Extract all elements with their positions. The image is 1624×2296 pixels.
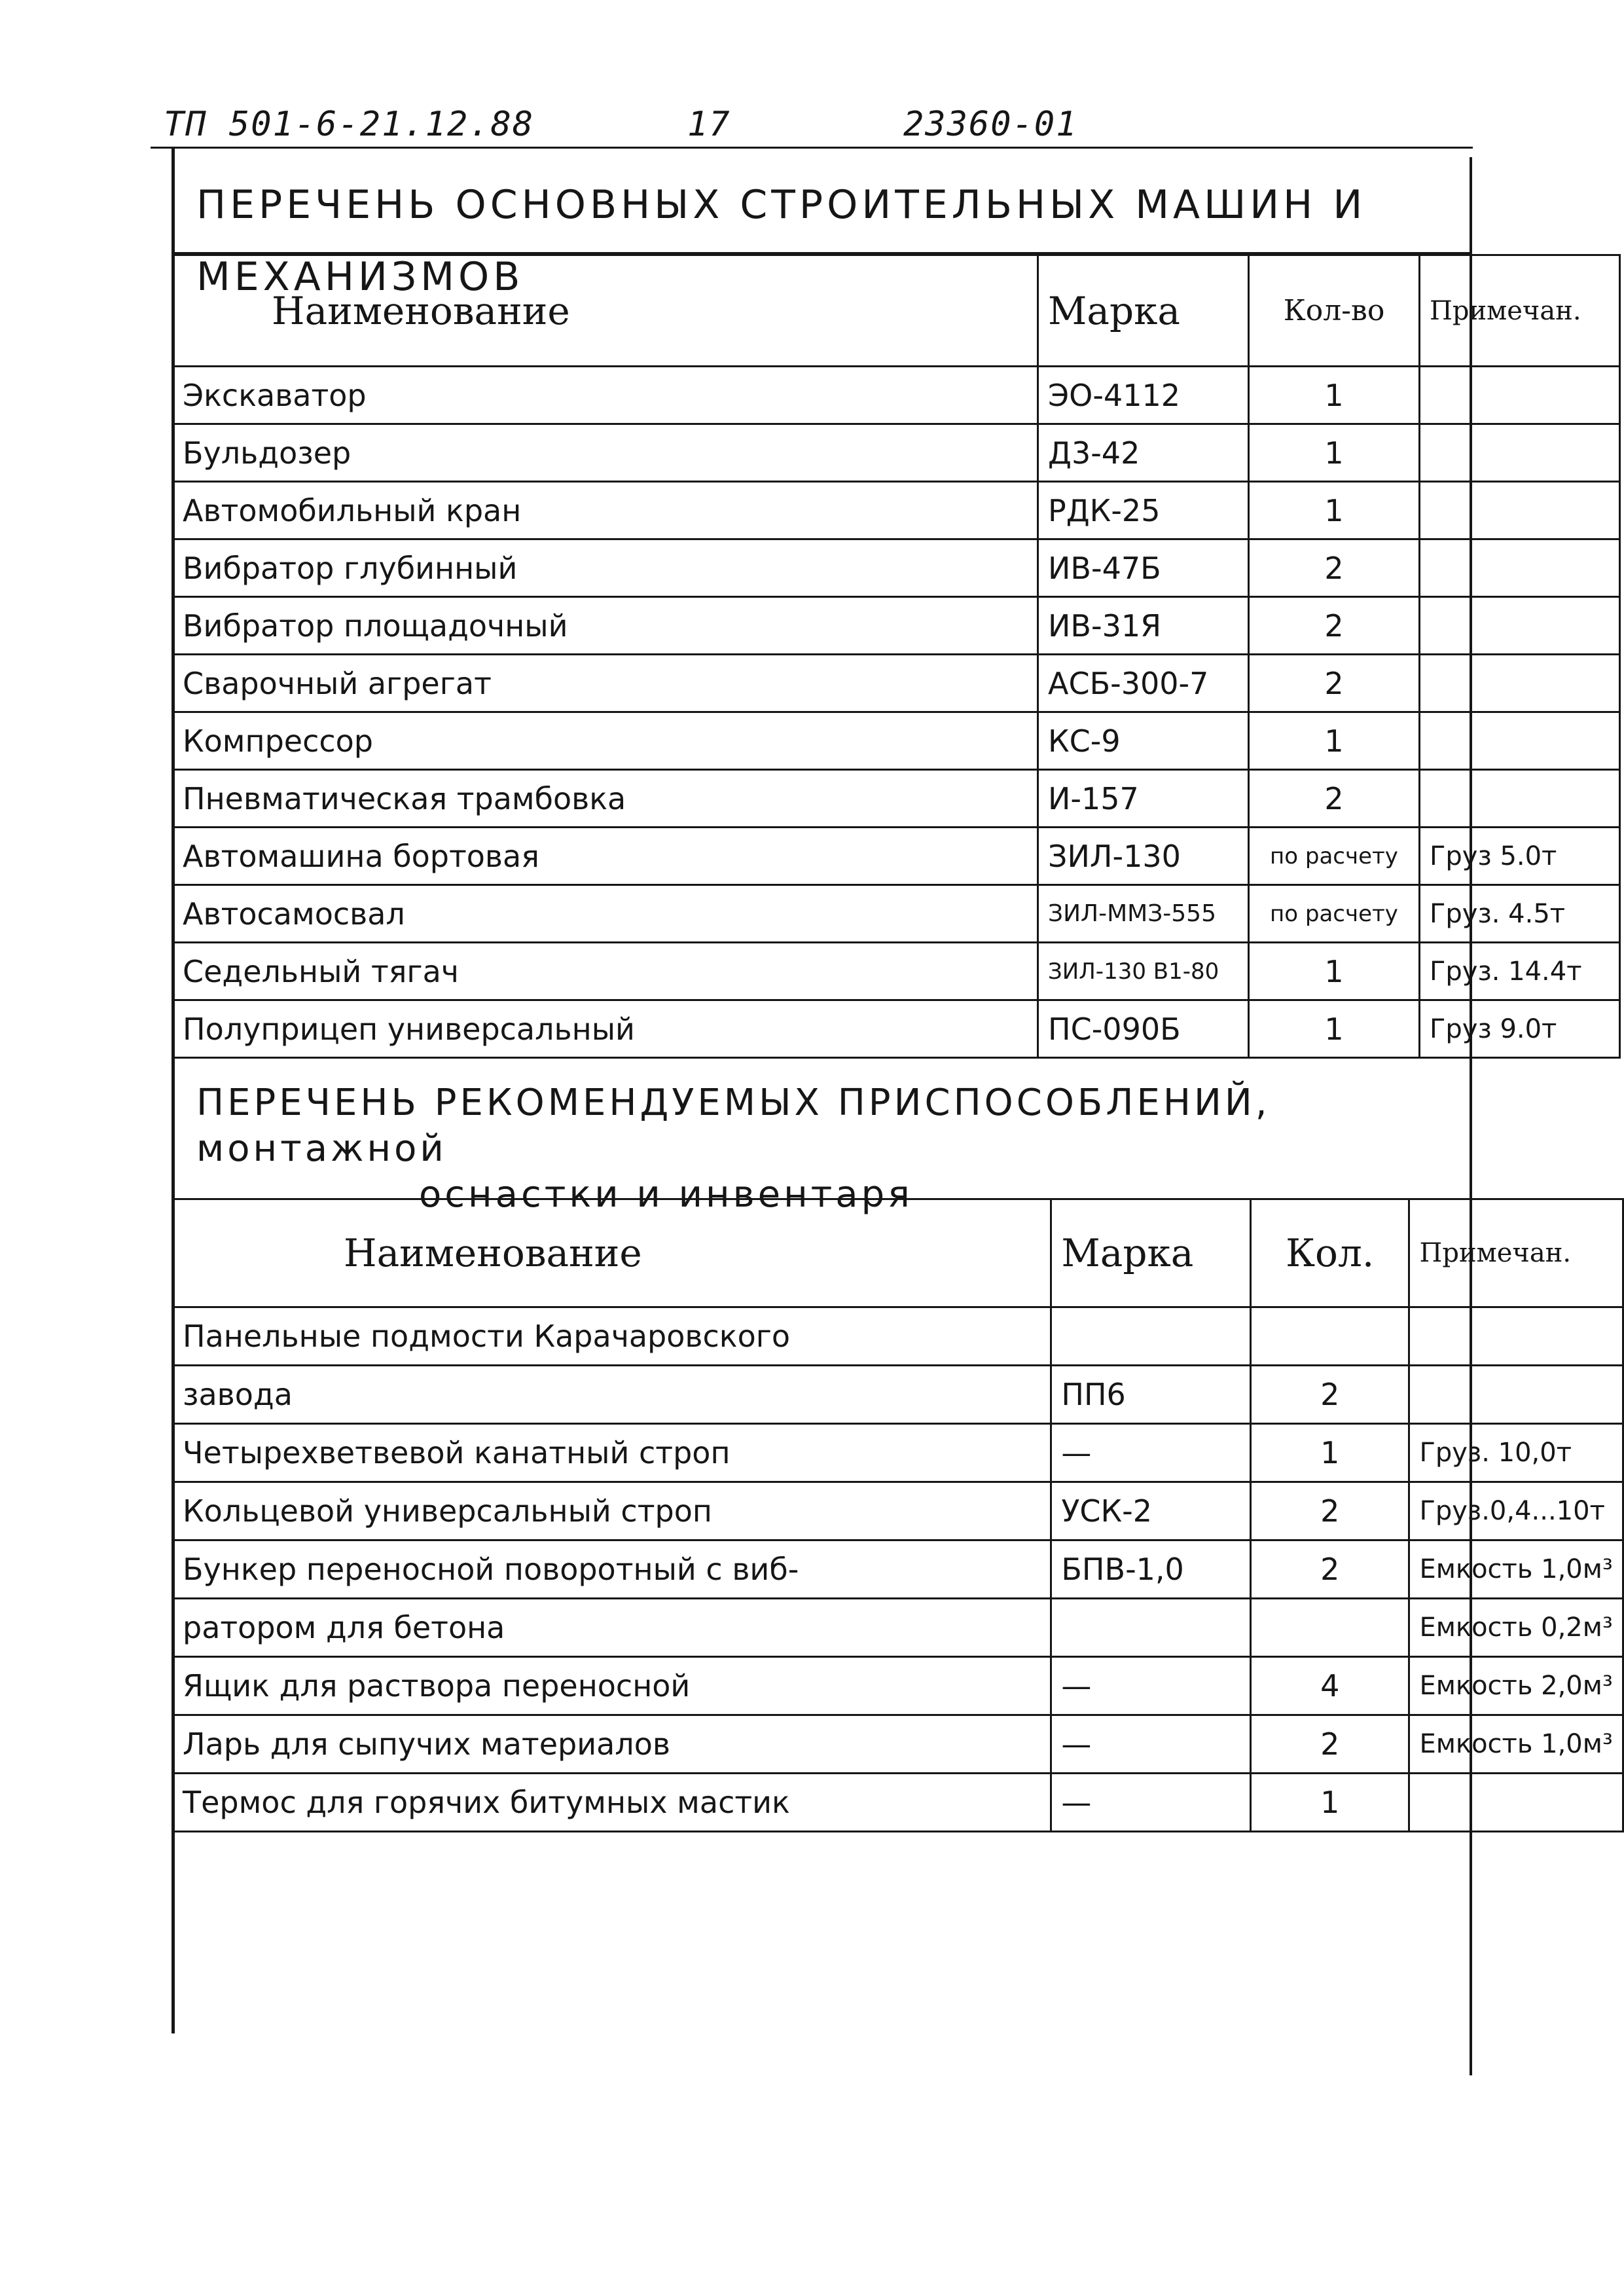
row-name: Автосамосвал <box>173 885 1038 943</box>
row-mark: И-157 <box>1038 770 1249 828</box>
row-qty: 1 <box>1250 1424 1409 1482</box>
row-name: Автомобильный кран <box>173 482 1038 539</box>
machines-title: ПЕРЕЧЕНЬ ОСНОВНЫХ СТРОИТЕЛЬНЫХ МАШИН И МЕХАНИЗМОВ <box>196 182 1367 300</box>
row-name: Бульдозер <box>173 424 1038 482</box>
row-mark: ЗИЛ-130 В1-80 <box>1038 943 1249 1000</box>
table-row <box>173 1424 1623 1482</box>
row-note: Груз 5.0т <box>1420 828 1620 885</box>
row-name: Ящик для раствора переносной <box>173 1657 1051 1715</box>
row-qty <box>1250 1599 1409 1657</box>
col-name-header: Наименование <box>173 1199 1051 1307</box>
row-qty: 2 <box>1249 770 1420 828</box>
row-mark: — <box>1051 1774 1251 1832</box>
row-name: Экскаватор <box>173 367 1038 424</box>
table-row <box>173 424 1620 482</box>
row-mark: РДК-25 <box>1038 482 1249 539</box>
row-mark <box>1051 1307 1251 1366</box>
row-name: Термос для горячих битумных мастик <box>173 1774 1051 1832</box>
table-row <box>173 597 1620 655</box>
row-note: Груз. 4.5т <box>1420 885 1620 943</box>
sheet-code: 23360-01 <box>903 105 1078 144</box>
table-row <box>173 1000 1620 1058</box>
table-row <box>173 1540 1623 1599</box>
document-code: ТП 501-6-21.12.88 <box>164 105 535 144</box>
row-qty: 1 <box>1249 424 1420 482</box>
row-mark: ЗИЛ-ММЗ-555 <box>1038 885 1249 943</box>
row-qty: 2 <box>1249 597 1420 655</box>
row-mark: ЭО-4112 <box>1038 367 1249 424</box>
machines-table <box>171 254 1621 1059</box>
row-qty: 1 <box>1249 367 1420 424</box>
row-name: завода <box>173 1366 1051 1424</box>
row-note: Емкость 1,0м³ <box>1409 1715 1623 1774</box>
row-name: Автомашина бортовая <box>173 828 1038 885</box>
table-row <box>173 1657 1623 1715</box>
row-note: Груз. 14.4т <box>1420 943 1620 1000</box>
row-name: Полуприцеп универсальный <box>173 1000 1038 1058</box>
row-mark: АСБ-300-7 <box>1038 655 1249 712</box>
row-name: Панельные подмости Карачаровского <box>173 1307 1051 1366</box>
table-row <box>173 1482 1623 1540</box>
row-note: Груз.0,4...10т <box>1409 1482 1623 1540</box>
row-mark: ПП6 <box>1051 1366 1251 1424</box>
table-row <box>173 885 1620 943</box>
table-row <box>173 1599 1623 1657</box>
row-name: Ларь для сыпучих материалов <box>173 1715 1051 1774</box>
table-row <box>173 770 1620 828</box>
col-name-header: Наименование <box>173 255 1038 367</box>
row-mark: — <box>1051 1715 1251 1774</box>
row-qty: 2 <box>1250 1715 1409 1774</box>
row-note: Емкость 0,2м³ <box>1409 1599 1623 1657</box>
row-mark: ИВ-47Б <box>1038 539 1249 597</box>
row-note: Емкость 2,0м³ <box>1409 1657 1623 1715</box>
table-row <box>173 1774 1623 1832</box>
row-qty: по расчету <box>1249 885 1420 943</box>
table-row <box>173 1307 1623 1366</box>
fixtures-title <box>196 1080 1440 1218</box>
col-note-header: Примечан. <box>1409 1199 1623 1307</box>
col-mark-header: Марка <box>1038 255 1249 367</box>
row-note: Емкость 1,0м³ <box>1409 1540 1623 1599</box>
row-note <box>1409 1366 1623 1424</box>
row-note <box>1409 1307 1623 1366</box>
row-mark: БПВ-1,0 <box>1051 1540 1251 1599</box>
fixtures-title-line2: оснастки и инвентаря <box>419 1173 913 1216</box>
table-row <box>173 828 1620 885</box>
row-note <box>1420 482 1620 539</box>
row-name: Вибратор площадочный <box>173 597 1038 655</box>
row-name: Кольцевой универсальный строп <box>173 1482 1051 1540</box>
row-qty: 1 <box>1250 1774 1409 1832</box>
row-qty: 2 <box>1250 1540 1409 1599</box>
table-row <box>173 482 1620 539</box>
row-note <box>1420 770 1620 828</box>
row-qty: по расчету <box>1249 828 1420 885</box>
row-note <box>1409 1774 1623 1832</box>
row-name: Вибратор глубинный <box>173 539 1038 597</box>
col-mark-header: Марка <box>1051 1199 1251 1307</box>
table-row <box>173 655 1620 712</box>
row-note: Груз 9.0т <box>1420 1000 1620 1058</box>
table-row <box>173 1366 1623 1424</box>
table-row <box>173 1715 1623 1774</box>
row-note: Груз. 10,0т <box>1409 1424 1623 1482</box>
row-qty: 1 <box>1249 712 1420 770</box>
table-row <box>173 367 1620 424</box>
row-mark: ИВ-31Я <box>1038 597 1249 655</box>
row-name: Бункер переносной поворотный с виб- <box>173 1540 1051 1599</box>
row-qty: 4 <box>1250 1657 1409 1715</box>
header-underline <box>151 147 1473 149</box>
row-name: Сварочный агрегат <box>173 655 1038 712</box>
row-qty: 1 <box>1249 482 1420 539</box>
fixtures-table <box>171 1198 1624 1832</box>
row-name: Седельный тягач <box>173 943 1038 1000</box>
col-qty-header: Кол-во <box>1249 255 1420 367</box>
col-qty-header: Кол. <box>1250 1199 1409 1307</box>
row-qty: 2 <box>1249 655 1420 712</box>
col-note-header: Примечан. <box>1420 255 1620 367</box>
row-note <box>1420 655 1620 712</box>
row-qty: 2 <box>1250 1482 1409 1540</box>
row-mark: УСК-2 <box>1051 1482 1251 1540</box>
table-row <box>173 712 1620 770</box>
row-name: Пневматическая трамбовка <box>173 770 1038 828</box>
row-mark: КС-9 <box>1038 712 1249 770</box>
page-number: 17 <box>687 105 731 144</box>
row-name: Четырехветвевой канатный строп <box>173 1424 1051 1482</box>
row-note <box>1420 367 1620 424</box>
row-mark: Д3-42 <box>1038 424 1249 482</box>
fixtures-title-line1: ПЕРЕЧЕНЬ РЕКОМЕНДУЕМЫХ ПРИСПОСОБЛЕНИЙ, монтажной <box>196 1082 1271 1170</box>
row-mark: — <box>1051 1424 1251 1482</box>
page-header <box>164 105 1473 151</box>
row-note <box>1420 539 1620 597</box>
machines-table-header <box>173 255 1620 367</box>
row-qty: 2 <box>1250 1366 1409 1424</box>
row-qty: 1 <box>1249 1000 1420 1058</box>
row-note <box>1420 597 1620 655</box>
row-qty: 2 <box>1249 539 1420 597</box>
row-mark: — <box>1051 1657 1251 1715</box>
row-qty: 1 <box>1249 943 1420 1000</box>
row-mark: ПС-090Б <box>1038 1000 1249 1058</box>
row-note <box>1420 424 1620 482</box>
row-name: ратором для бетона <box>173 1599 1051 1657</box>
table-row <box>173 539 1620 597</box>
fixtures-table-header <box>173 1199 1623 1307</box>
row-mark: ЗИЛ-130 <box>1038 828 1249 885</box>
table-row <box>173 943 1620 1000</box>
row-qty <box>1250 1307 1409 1366</box>
row-name: Компрессор <box>173 712 1038 770</box>
row-mark <box>1051 1599 1251 1657</box>
row-note <box>1420 712 1620 770</box>
